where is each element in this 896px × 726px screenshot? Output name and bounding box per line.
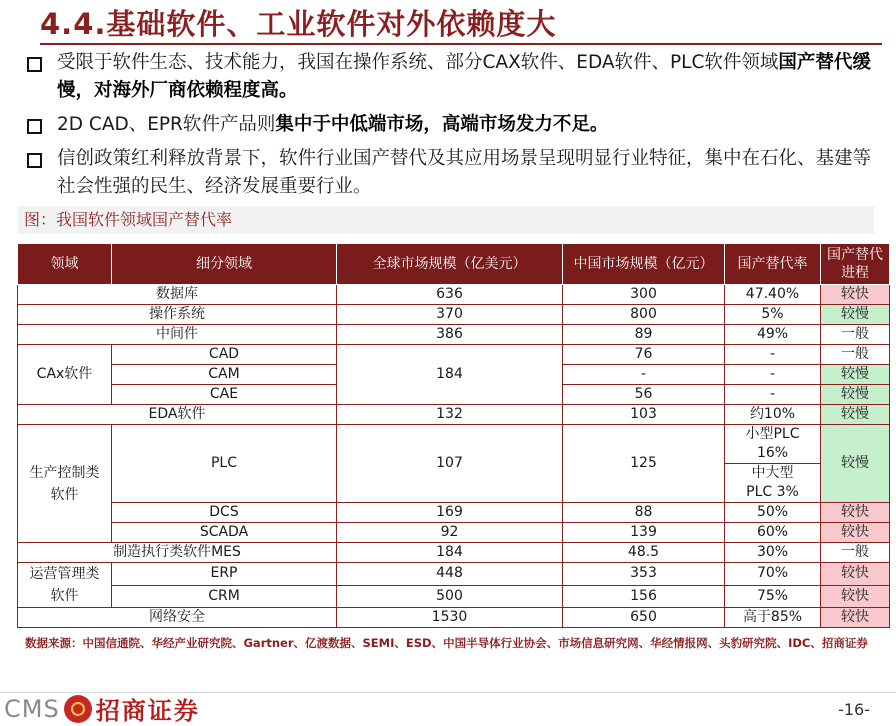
cell-progress: 一般 — [821, 325, 890, 345]
cell-domain: 中间件 — [18, 325, 337, 345]
header-domain: 领域 — [18, 244, 112, 285]
cell-domain: 操作系统 — [18, 305, 337, 325]
cell-progress: 较慢 — [821, 365, 890, 385]
table-row — [18, 345, 890, 365]
cell-global: 448 — [337, 563, 563, 586]
cell-china: 76 — [563, 345, 725, 365]
cell-china: 88 — [563, 503, 725, 523]
cell-progress: 较快 — [821, 585, 890, 608]
table-row — [18, 405, 890, 425]
cell-china: 125 — [563, 425, 725, 503]
cell-global: 636 — [337, 285, 563, 305]
cell-rate: 47.40% — [725, 285, 821, 305]
cell-subdomain: SCADA — [112, 523, 337, 543]
substitution-rate-table — [17, 243, 890, 628]
cell-china: - — [563, 365, 725, 385]
table-row — [18, 563, 890, 586]
cell-rate: 5% — [725, 305, 821, 325]
cell-rate: - — [725, 385, 821, 405]
table-row — [18, 285, 890, 305]
cell-china: 48.5 — [563, 543, 725, 563]
cell-rate: 75% — [725, 585, 821, 608]
header-china-market: 中国市场规模（亿元） — [563, 244, 725, 285]
cell-china: 103 — [563, 405, 725, 425]
cell-china: 650 — [563, 608, 725, 628]
cell-domain: 运营管理类软件 — [18, 563, 112, 608]
cell-domain: CAx软件 — [18, 345, 112, 405]
checkbox-square-icon — [27, 57, 42, 72]
cell-china: 156 — [563, 585, 725, 608]
cell-progress: 较快 — [821, 608, 890, 628]
cell-china: 56 — [563, 385, 725, 405]
cell-rate: 高于85% — [725, 608, 821, 628]
table-row — [18, 608, 890, 628]
cell-domain: 生产控制类软件 — [18, 425, 112, 543]
cell-progress: 一般 — [821, 345, 890, 365]
cell-china: 300 — [563, 285, 725, 305]
table-row — [18, 585, 890, 608]
table-row — [18, 523, 890, 543]
checkbox-square-icon — [27, 153, 42, 168]
bullet-emphasis: 集中于中低端市场，高端市场发力不足。 — [275, 114, 609, 135]
header-substitution-rate: 国产替代率 — [725, 244, 821, 285]
bullet-item — [27, 49, 889, 105]
cell-progress: 较快 — [821, 563, 890, 586]
cell-progress: 一般 — [821, 543, 890, 563]
cell-domain: EDA软件 — [18, 405, 337, 425]
cell-china: 353 — [563, 563, 725, 586]
cell-global: 1530 — [337, 608, 563, 628]
cell-global: 184 — [337, 345, 563, 405]
cell-progress: 较慢 — [821, 305, 890, 325]
title-underline — [40, 43, 882, 45]
table-row — [18, 543, 890, 563]
bullet-item — [27, 145, 889, 201]
logo-chinese: 招商证券 — [95, 697, 200, 725]
header-progress: 国产替代进程 — [821, 244, 890, 285]
cell-global: 169 — [337, 503, 563, 523]
cell-rate: 约10% — [725, 405, 821, 425]
table-row — [18, 503, 890, 523]
header-subdomain: 细分领域 — [112, 244, 337, 285]
cell-domain: 网络安全 — [18, 608, 337, 628]
cell-subdomain: CRM — [112, 585, 337, 608]
table-row — [18, 425, 890, 464]
bullet-text: 2D CAD、EPR软件产品则 — [57, 114, 276, 135]
bullet-emphasis: 国产替代缓慢，对海外厂商依赖程度高。 — [57, 52, 871, 101]
cell-global: 107 — [337, 425, 563, 503]
figure-caption: 图：我国软件领域国产替代率 — [18, 206, 874, 234]
logo-latin: CMS — [4, 694, 60, 723]
cell-domain: 数据库 — [18, 285, 337, 305]
cell-rate: 49% — [725, 325, 821, 345]
cell-progress: 较快 — [821, 503, 890, 523]
cell-rate: 50% — [725, 503, 821, 523]
page-number: -16- — [838, 700, 870, 719]
table-header-row — [18, 244, 890, 285]
bullet-text: 信创政策红利释放背景下，软件行业国产替代及其应用场景呈现明显行业特征，集中在石化、基建等社会性强的民生、经济发展重要行业。 — [57, 148, 872, 197]
cell-subdomain: CAM — [112, 365, 337, 385]
cell-global: 500 — [337, 585, 563, 608]
cell-progress: 较慢 — [821, 425, 890, 503]
table-row — [18, 305, 890, 325]
cell-progress: 较快 — [821, 285, 890, 305]
cell-subdomain: PLC — [112, 425, 337, 503]
cell-subdomain: CAE — [112, 385, 337, 405]
cell-china: 139 — [563, 523, 725, 543]
cell-subdomain: CAD — [112, 345, 337, 365]
logo-seal-icon — [64, 695, 92, 723]
cell-rate: - — [725, 365, 821, 385]
cell-progress: 较慢 — [821, 385, 890, 405]
cell-rate: 30% — [725, 543, 821, 563]
cell-rate: 中大型PLC 3% — [725, 464, 821, 503]
cell-global: 386 — [337, 325, 563, 345]
cell-subdomain: DCS — [112, 503, 337, 523]
bullet-item — [27, 111, 889, 139]
cell-rate: 60% — [725, 523, 821, 543]
cell-global: 184 — [337, 543, 563, 563]
data-source-note: 数据来源：中国信通院、华经产业研究院、Gartner、亿渡数据、SEMI、ESD、中国半导体行业协会、市场信息研究网、华经情报网、头豹研究院、IDC、招商证券 — [25, 636, 868, 650]
checkbox-square-icon — [27, 119, 42, 134]
company-logo — [4, 691, 200, 726]
cell-domain: 制造执行类软件MES — [18, 543, 337, 563]
cell-global: 92 — [337, 523, 563, 543]
cell-rate: 70% — [725, 563, 821, 586]
cell-progress: 较慢 — [821, 405, 890, 425]
cell-rate: 小型PLC 16% — [725, 425, 821, 464]
cell-global: 370 — [337, 305, 563, 325]
cell-rate: - — [725, 345, 821, 365]
page-title: 4.4.基础软件、工业软件对外依赖度大 — [40, 7, 557, 41]
cell-china: 89 — [563, 325, 725, 345]
bullet-text: 受限于软件生态、技术能力，我国在操作系统、部分CAX软件、EDA软件、PLC软件领域 — [57, 52, 779, 73]
cell-china: 800 — [563, 305, 725, 325]
bullet-list — [27, 49, 889, 207]
cell-progress: 较快 — [821, 523, 890, 543]
cell-subdomain: ERP — [112, 563, 337, 586]
cell-global: 132 — [337, 405, 563, 425]
header-global-market: 全球市场规模（亿美元） — [337, 244, 563, 285]
table-row — [18, 325, 890, 345]
